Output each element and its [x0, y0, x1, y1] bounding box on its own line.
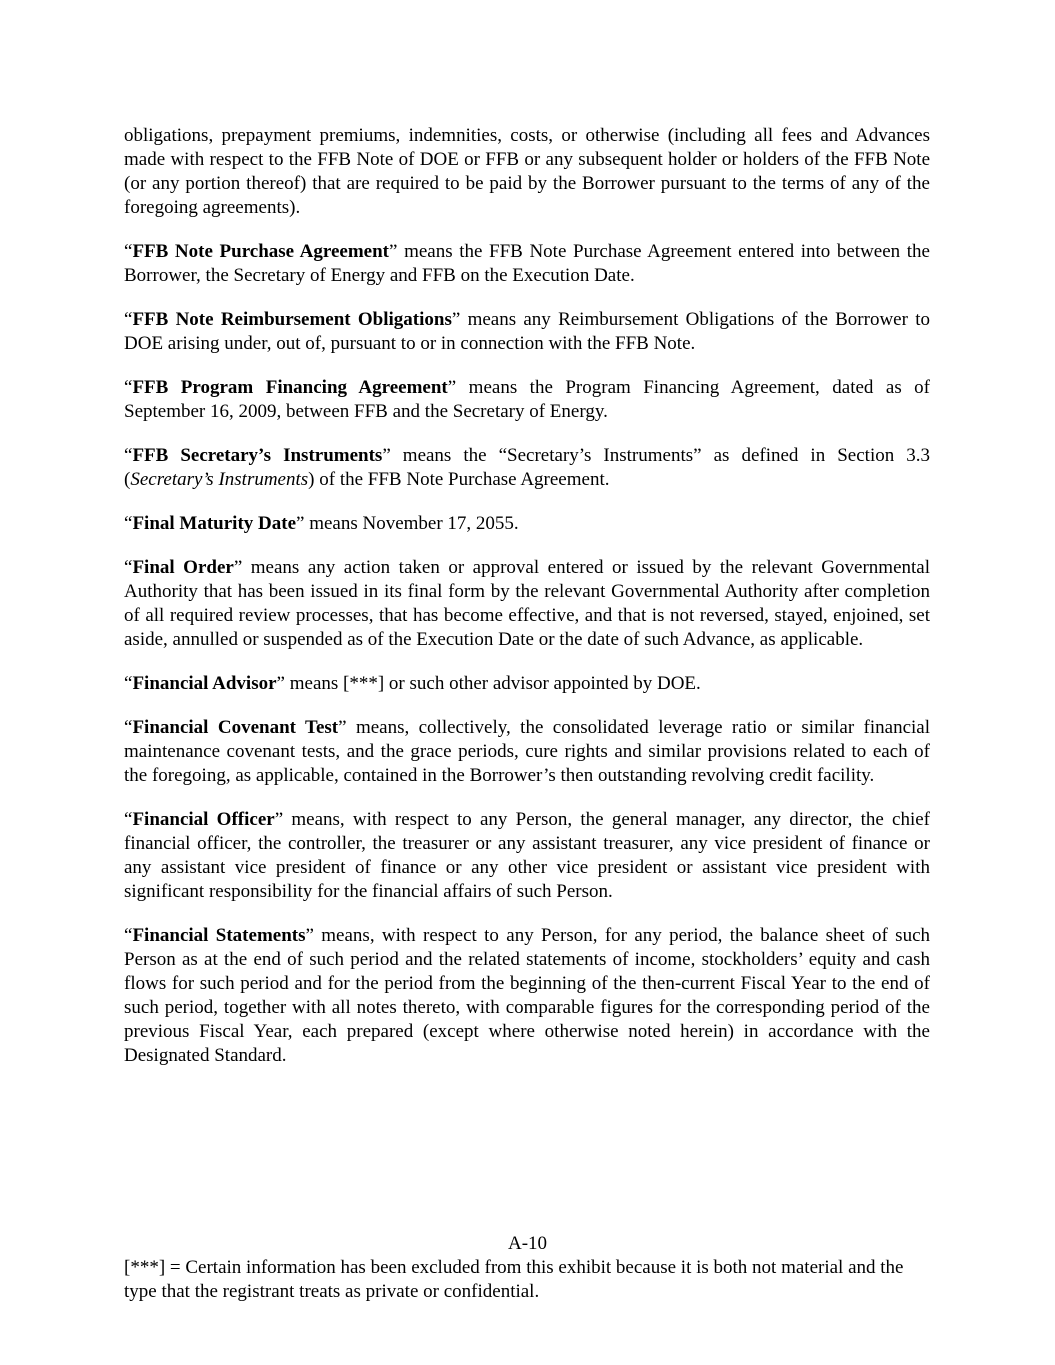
- definition-text: means any Reimbursement Obligations of the Borrower to DOE arising under, out of, pursuant to or in connection with the FFB Note.: [124, 309, 930, 354]
- definition-text: means the “Secretary’s Instruments” as defined in Section 3.3 (: [124, 445, 930, 490]
- defined-term: FFB Note Reimbursement Obligations: [132, 309, 452, 330]
- definition-financial-covenant-test: “Financial Covenant Test” means, collectively, the consolidated leverage ratio or similar financial maintenance covenant tests, and the grace periods, cure rights and similar provisions related to each of the foregoing, as applicable, contained in the Borrower’s then outstanding revolving credit facility.: [124, 717, 931, 786]
- definition-text: means any action taken or approval entered or issued by the relevant Governmental Authority that has been issued in its final form by the relevant Governmental Authority after completion of all required review processes, that has become effective, and that is not reversed, stayed, enjoined, set aside, annulled or suspended as of the Execution Date or the date of such Advance, as applicable.: [124, 557, 930, 650]
- definition-financial-statements: “Financial Statements” means, with respect to any Person, for any period, the balance sheet of such Person as at the end of such period and the related statements of income, stockholders’ equity and cash flows for such period and for the period from the beginning of the then-current Fiscal Year to the end of such period, together with all notes thereto, with comparable figures for the corresponding period of the previous Fiscal Year, each prepared (except where otherwise noted herein) in accordance with the Designated Standard.: [124, 925, 931, 1066]
- definition-financial-advisor: “Financial Advisor” means [***] or such other advisor appointed by DOE.: [124, 673, 701, 694]
- defined-term: FFB Secretary’s Instruments: [132, 445, 383, 466]
- definition-final-order: “Final Order” means any action taken or approval entered or issued by the relevant Governmental Authority that has been issued in its final form by the relevant Governmental Authority after completion of all required review processes, that has become effective, and that is not reversed, stayed, enjoined, set aside, annulled or suspended as of the Execution Date or the date of such Advance, as applicable.: [124, 557, 930, 650]
- defined-term: FFB Program Financing Agreement: [132, 377, 448, 398]
- definition-text: means, with respect to any Person, for any period, the balance sheet of such Person as at the end of such period and the related statements of income, stockholders’ equity and cash flows for such period and for the period from the beginning of the then-current Fiscal Year to the end of such period, together with all notes thereto, with comparable figures for the corresponding period of the previous Fiscal Year, each prepared (except where otherwise noted herein) in accordance with the Designated Standard.: [124, 925, 931, 1066]
- definition-ffb-note-purchase-agreement: “FFB Note Purchase Agreement” means the FFB Note Purchase Agreement entered into between the Borrower, the Secretary of Energy and FFB on the Execution Date.: [124, 241, 930, 286]
- defined-term: Financial Advisor: [132, 673, 277, 694]
- defined-term: Financial Officer: [132, 809, 275, 830]
- definition-ffb-note-reimbursement-obligations: “FFB Note Reimbursement Obligations” means any Reimbursement Obligations of the Borrower to DOE arising under, out of, pursuant to or in connection with the FFB Note.: [124, 309, 930, 354]
- definition-text: means [***] or such other advisor appointed by DOE.: [284, 673, 701, 694]
- definition-ffb-program-financing-agreement: “FFB Program Financing Agreement” means the Program Financing Agreement, dated as of September 16, 2009, between FFB and the Secretary of Energy.: [124, 377, 931, 422]
- definition-financial-officer: “Financial Officer” means, with respect to any Person, the general manager, any director, the chief financial officer, the controller, the treasurer or any assistant treasurer, any vice president of finance or any assistant vice president of finance or any other vice president or assistant vice president with significant responsibility for the financial affairs of such Person.: [124, 809, 930, 902]
- defined-term: FFB Note Purchase Agreement: [132, 241, 390, 262]
- paragraph-text: obligations, prepayment premiums, indemnities, costs, or otherwise (including all fees and Advances made with respect to the FFB Note of DOE or FFB or any subsequent holder or holders of the FFB Note (or any portion thereof) that are required to be paid by the Borrower pursuant to the terms of any of the foregoing agreements).: [124, 125, 930, 218]
- italic-reference: Secretary’s Instruments: [130, 469, 309, 490]
- definition-text-end: ) of the FFB Note Purchase Agreement.: [308, 469, 610, 490]
- defined-term: Final Maturity Date: [132, 513, 297, 534]
- definition-text: means the Program Financing Agreement, dated as of September 16, 2009, between FFB and the Secretary of Energy.: [124, 377, 931, 422]
- definition-final-maturity-date: “Final Maturity Date” means November 17, 2055.: [124, 513, 519, 534]
- definition-text: means the FFB Note Purchase Agreement entered into between the Borrower, the Secretary of Energy and FFB on the Execution Date.: [124, 241, 930, 286]
- confidentiality-footnote: [***] = Certain information has been excluded from this exhibit because it is both not material and the type that the registrant treats as private or confidential.: [124, 1257, 904, 1302]
- defined-term: Final Order: [132, 557, 234, 578]
- document-body: [124, 124, 930, 1068]
- paragraph-continuation: [124, 124, 930, 220]
- page-number: A-10: [507, 1233, 548, 1254]
- definition-ffb-secretarys-instruments: “FFB Secretary’s Instruments” means the “Secretary’s Instruments” as defined in Section 3.3 (Secretary’s Instruments) of the FFB Note Purchase Agreement.: [124, 445, 930, 490]
- definition-text: means, collectively, the consolidated leverage ratio or similar financial maintenance covenant tests, and the grace periods, cure rights and similar provisions related to each of the foregoing, as applicable, contained in the Borrower’s then outstanding revolving credit facility.: [124, 717, 931, 786]
- defined-term: Financial Covenant Test: [132, 717, 339, 738]
- definition-text: means November 17, 2055.: [304, 513, 519, 534]
- defined-term: Financial Statements: [132, 925, 306, 946]
- definition-text: means, with respect to any Person, the general manager, any director, the chief financial officer, the controller, the treasurer or any assistant treasurer, any vice president of finance or any assistant vice president of finance or any other vice president or assistant vice president with significant responsibility for the financial affairs of such Person.: [124, 809, 930, 902]
